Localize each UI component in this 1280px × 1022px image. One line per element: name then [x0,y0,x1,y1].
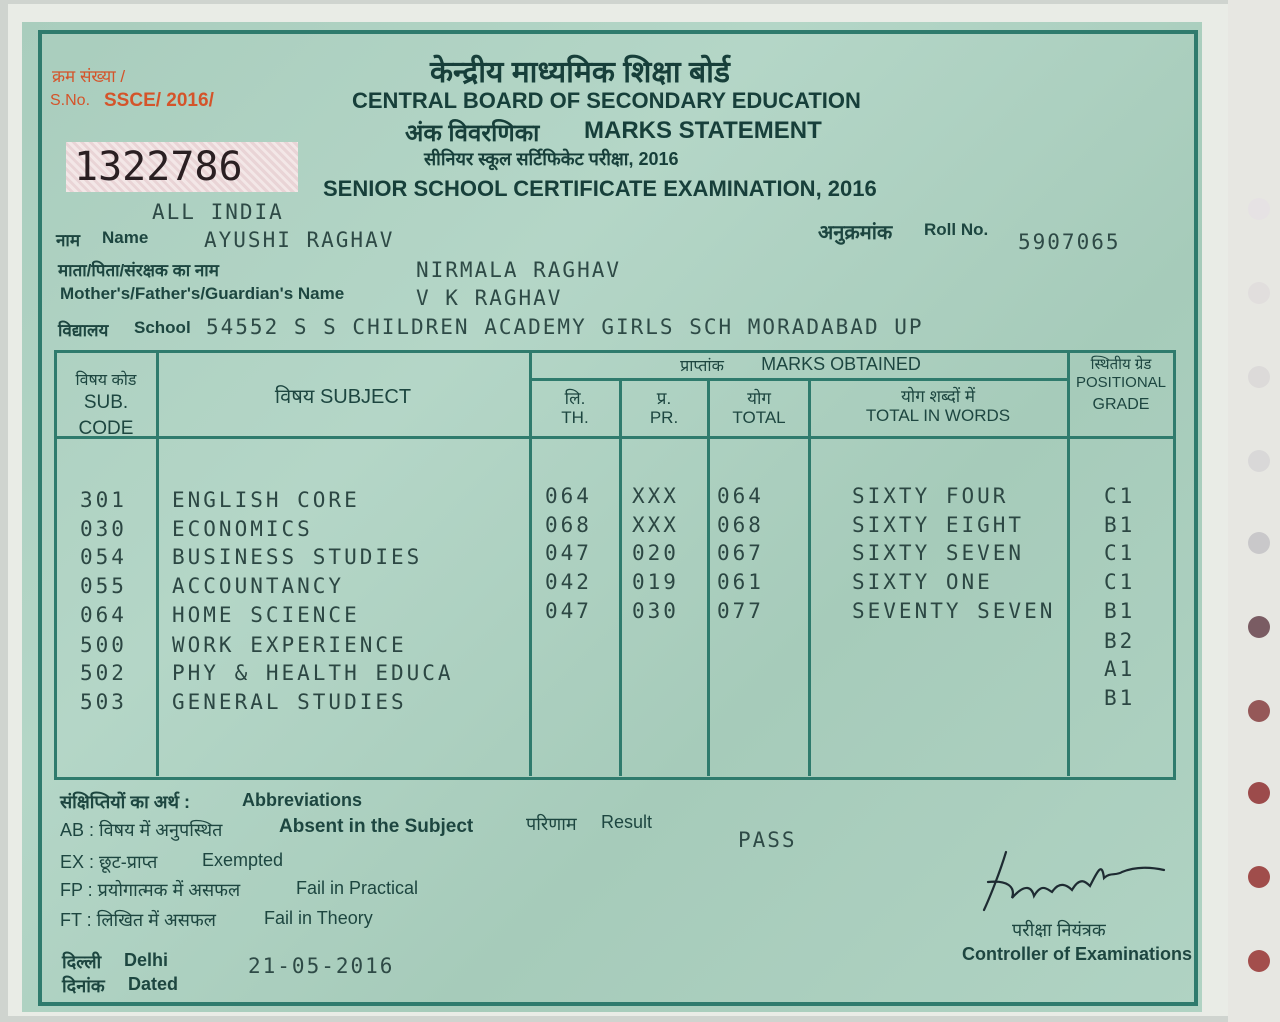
roll-number: 5907065 [1018,230,1121,254]
row-total-in-words: SIXTY ONE [852,570,993,594]
row-grade: C1 [1104,484,1136,508]
school-label-english: School [134,318,191,337]
row-total-marks: 061 [717,570,764,594]
row-practical-marks: XXX [632,513,679,537]
perforation-hole [1248,866,1270,888]
date-label-english: Dated [128,974,179,994]
total-header-english: TOTAL [732,408,786,427]
issue-date: 21-05-2016 [248,954,395,978]
practical-header-hindi: प्र. [656,389,672,408]
father-name: V K RAGHAV [416,286,563,310]
abbr-ft-hindi: FT : लिखित में असफल [60,910,216,930]
row-grade: A1 [1104,657,1136,681]
row-total-marks: 067 [717,541,764,565]
abbreviations-title-english: Abbreviations [242,790,363,810]
row-total-in-words: SIXTY FOUR [852,484,1009,508]
board-name-hindi: केन्द्रीय माध्यमिक शिक्षा बोर्ड [430,56,730,89]
exam-title-hindi: सीनियर स्कूल सर्टिफिकेट परीक्षा, 2016 [424,149,679,169]
words-header-english: TOTAL IN WORDS [865,406,1011,425]
controller-label-hindi: परीक्षा नियंत्रक [1012,920,1106,940]
row-subject-name: BUSINESS STUDIES [172,545,423,569]
row-subject-code: 503 [80,690,127,714]
row-total-in-words: SIXTY SEVEN [852,541,1025,565]
row-subject-code: 301 [80,488,127,512]
row-subject-name: ENGLISH CORE [172,488,360,512]
row-subject-code: 500 [80,633,127,657]
abbr-ft-english: Fail in Theory [264,908,373,928]
name-label-hindi: नाम [56,231,81,250]
place-label-hindi: दिल्ली [62,952,102,972]
row-theory-marks: 042 [545,570,592,594]
perforation-hole [1248,616,1270,638]
parent-label-hindi: माता/पिता/संरक्षक का नाम [58,261,219,280]
theory-header-hindi: लि. [564,389,586,408]
exam-title-english: SENIOR SCHOOL CERTIFICATE EXAMINATION, 2016 [323,176,877,201]
column-line [156,352,159,776]
controller-label-english: Controller of Examinations [962,944,1193,964]
mother-name: NIRMALA RAGHAV [416,258,622,282]
serial-label-english: S.No. [50,92,91,109]
row-grade: B1 [1104,599,1136,623]
perforation-hole [1248,450,1270,472]
code-header-hindi: विषय कोड [75,372,137,389]
code-header-sub: SUB. [83,392,129,413]
statement-title-hindi: अंक विवरणिका [405,120,540,147]
abbr-fp-english: Fail in Practical [296,878,419,898]
perforation-hole [1248,366,1270,388]
result-value: PASS [738,828,797,852]
abbr-fp-hindi: FP : प्रयोगात्मक में असफल [60,880,241,900]
total-header-hindi: योग [747,389,771,408]
place-label-english: Delhi [124,950,169,970]
row-theory-marks: 068 [545,513,592,537]
column-line [529,352,532,776]
code-header-code: CODE [78,418,134,439]
marks-header-divider [530,378,1068,381]
row-practical-marks: 020 [632,541,679,565]
row-theory-marks: 047 [545,541,592,565]
row-subject-name: PHY & HEALTH EDUCA [172,661,454,685]
row-total-marks: 077 [717,599,764,623]
date-label-hindi: दिनांक [62,976,105,996]
abbr-ab-english: Absent in the Subject [279,816,474,837]
row-total-in-words: SEVENTY SEVEN [852,599,1056,623]
row-subject-name: HOME SCIENCE [172,603,360,627]
abbreviations-title-hindi: संक्षिप्तियों का अर्थ : [60,792,191,812]
row-theory-marks: 047 [545,599,592,623]
words-header-hindi: योग शब्दों में [900,387,976,406]
marks-header-english: MARKS OBTAINED [761,354,921,374]
school-name: 54552 S S CHILDREN ACADEMY GIRLS SCH MORADABAD UP [206,315,924,339]
row-total-marks: 064 [717,484,764,508]
perforation-hole [1248,282,1270,304]
board-name-english: CENTRAL BOARD OF SECONDARY EDUCATION [352,88,861,113]
column-line [707,380,710,776]
row-theory-marks: 064 [545,484,592,508]
row-subject-name: WORK EXPERIENCE [172,633,407,657]
row-subject-name: GENERAL STUDIES [172,690,407,714]
practical-header-english: PR. [649,408,679,427]
roll-label-hindi: अनुक्रमांक [818,222,893,244]
column-line [1067,352,1070,776]
roll-label-english: Roll No. [924,220,989,239]
perforation-hole [1248,700,1270,722]
abbr-ex-english: Exempted [202,850,284,870]
controller-signature [976,842,1176,922]
serial-label-hindi: क्रम संख्या / [52,67,126,86]
row-grade: B2 [1104,629,1136,653]
row-grade: B1 [1104,513,1136,537]
scope-text: ALL INDIA [152,200,284,224]
name-label-english: Name [102,228,149,247]
serial-prefix: SSCE/ 2016/ [104,90,214,111]
perforation-hole [1248,198,1270,220]
subject-header: विषय SUBJECT [274,386,412,408]
column-line [619,380,622,776]
parent-label-english: Mother's/Father's/Guardian's Name [60,284,345,303]
row-practical-marks: 030 [632,599,679,623]
row-grade: C1 [1104,570,1136,594]
row-total-in-words: SIXTY EIGHT [852,513,1025,537]
grade-header-positional: POSITIONAL [1075,374,1167,391]
row-grade: C1 [1104,541,1136,565]
marks-header-hindi: प्राप्तांक [680,358,724,375]
result-label-hindi: परिणाम [526,814,577,834]
grade-header-hindi: स्थितीय ग्रेड [1090,356,1152,373]
serial-number: 1322786 [74,144,243,190]
row-subject-code: 054 [80,545,127,569]
column-line [808,380,811,776]
row-subject-code: 055 [80,574,127,598]
row-grade: B1 [1104,686,1136,710]
row-total-marks: 068 [717,513,764,537]
abbr-ab-hindi: AB : विषय में अनुपस्थित [60,820,223,840]
statement-title-english: MARKS STATEMENT [584,117,822,144]
school-label-hindi: विद्यालय [58,321,109,340]
row-subject-code: 502 [80,661,127,685]
row-subject-name: ACCOUNTANCY [172,574,345,598]
grade-header-grade: GRADE [1092,396,1150,413]
header-divider [56,436,1174,439]
row-practical-marks: 019 [632,570,679,594]
theory-header-english: TH. [561,408,589,427]
abbr-ex-hindi: EX : छूट-प्राप्त [60,852,158,872]
row-subject-name: ECONOMICS [172,517,313,541]
perforation-hole [1248,782,1270,804]
perforation-hole [1248,532,1270,554]
row-subject-code: 064 [80,603,127,627]
perforation-hole [1248,950,1270,972]
row-practical-marks: XXX [632,484,679,508]
row-subject-code: 030 [80,517,127,541]
result-label-english: Result [601,812,653,832]
candidate-name: AYUSHI RAGHAV [204,228,395,252]
